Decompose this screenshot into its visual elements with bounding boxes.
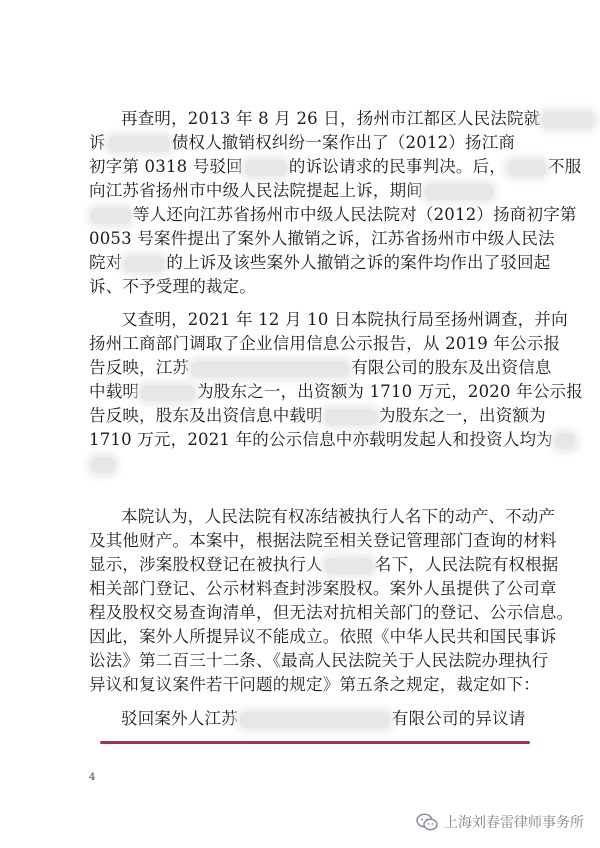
redaction [325,409,377,425]
text-line: 告反映，股东及出资信息中载明 为股东之一，出资额为 [89,406,546,425]
text-line: 扬州工商部门调取了企业信用信息公示报告，从 2019 年公示报 [89,334,561,353]
redaction [508,160,546,176]
page-number: 4 [89,772,96,783]
redaction [325,558,373,574]
text-line: 显示，涉案股权登记在被执行人 名下，人民法院有权根据 [89,555,559,574]
redaction [124,256,164,272]
text-line: 因此，案外人所提异议不能成立。依照《中华人民共和国民事诉 [89,627,557,646]
text-line: 讼法》第二百三十二条、《最高人民法院关于人民法院办理执行 [89,651,549,670]
text-line: 及其他财产。本案中，根据法院至相关登记管理部门查询的材料 [89,531,557,550]
watermark [416,812,584,832]
text-line: 又查明，2021 年 12 月 10 日本院执行局至扬州调查，并向 [121,310,568,329]
text-line: 驳回案外人江苏 有限公司的异议请 [121,709,526,728]
redaction [108,136,170,152]
text-line [89,452,117,476]
text-line: 中载明 为股东之一，出资额为 1710 万元，2020 年公示报 [89,382,583,401]
redaction [141,385,195,401]
text-line: 院对 的上诉及该些案外人撤销之诉的案件均作出了驳回起 [89,253,551,272]
text-line: 异议和复议案件若干问题的规定》第五条之规定，裁定如下： [89,675,540,694]
wechat-icon [416,813,438,831]
redaction [191,361,349,377]
highlight-underline [100,741,530,744]
text-line: 诉、不予受理的裁定。 [89,277,256,296]
redaction [425,184,493,200]
text-line: 等人还向江苏省扬州市中级人民法院对（2012）扬商初字第 [89,203,577,227]
text-line: 程及股权交易查询清单，但无法对抗相关部门的登记、公示信息。 [89,603,574,622]
text-line: 本院认为，人民法院有权冻结被执行人名下的动产、不动产 [121,507,556,526]
text-line: 初字第 0318 号驳回 的诉讼请求的民事判决。后， 不服 [89,157,582,176]
redaction [91,208,131,224]
redaction [555,433,575,449]
text-line: 1710 万元，2021 年的公示信息中亦载明发起人和投资人均为 [89,428,577,452]
text-line: 向江苏省扬州市中级人民法院提起上诉，期间 [89,179,495,203]
text-line: 0053 号案件提出了案外人撤销之诉，江苏省扬州市中级人民法 [89,229,555,248]
redaction [240,712,390,728]
redaction [91,457,115,473]
text-line: 告反映，江苏 有限公司的股东及出资信息 [89,358,552,377]
watermark-text: 上海刘春雷律师事务所 [444,815,584,831]
text-line: 相关部门登记、公示材料查封涉案股权。案外人虽提供了公司章 [89,579,557,598]
redaction [245,160,287,176]
redaction [542,112,594,128]
text-line: 再查明，2013 年 8 月 26 日，扬州市江都区人民法院就 [121,107,596,131]
text-line: 诉 债权人撤销权纠纷一案作出了（2012）扬江商 [89,133,516,152]
